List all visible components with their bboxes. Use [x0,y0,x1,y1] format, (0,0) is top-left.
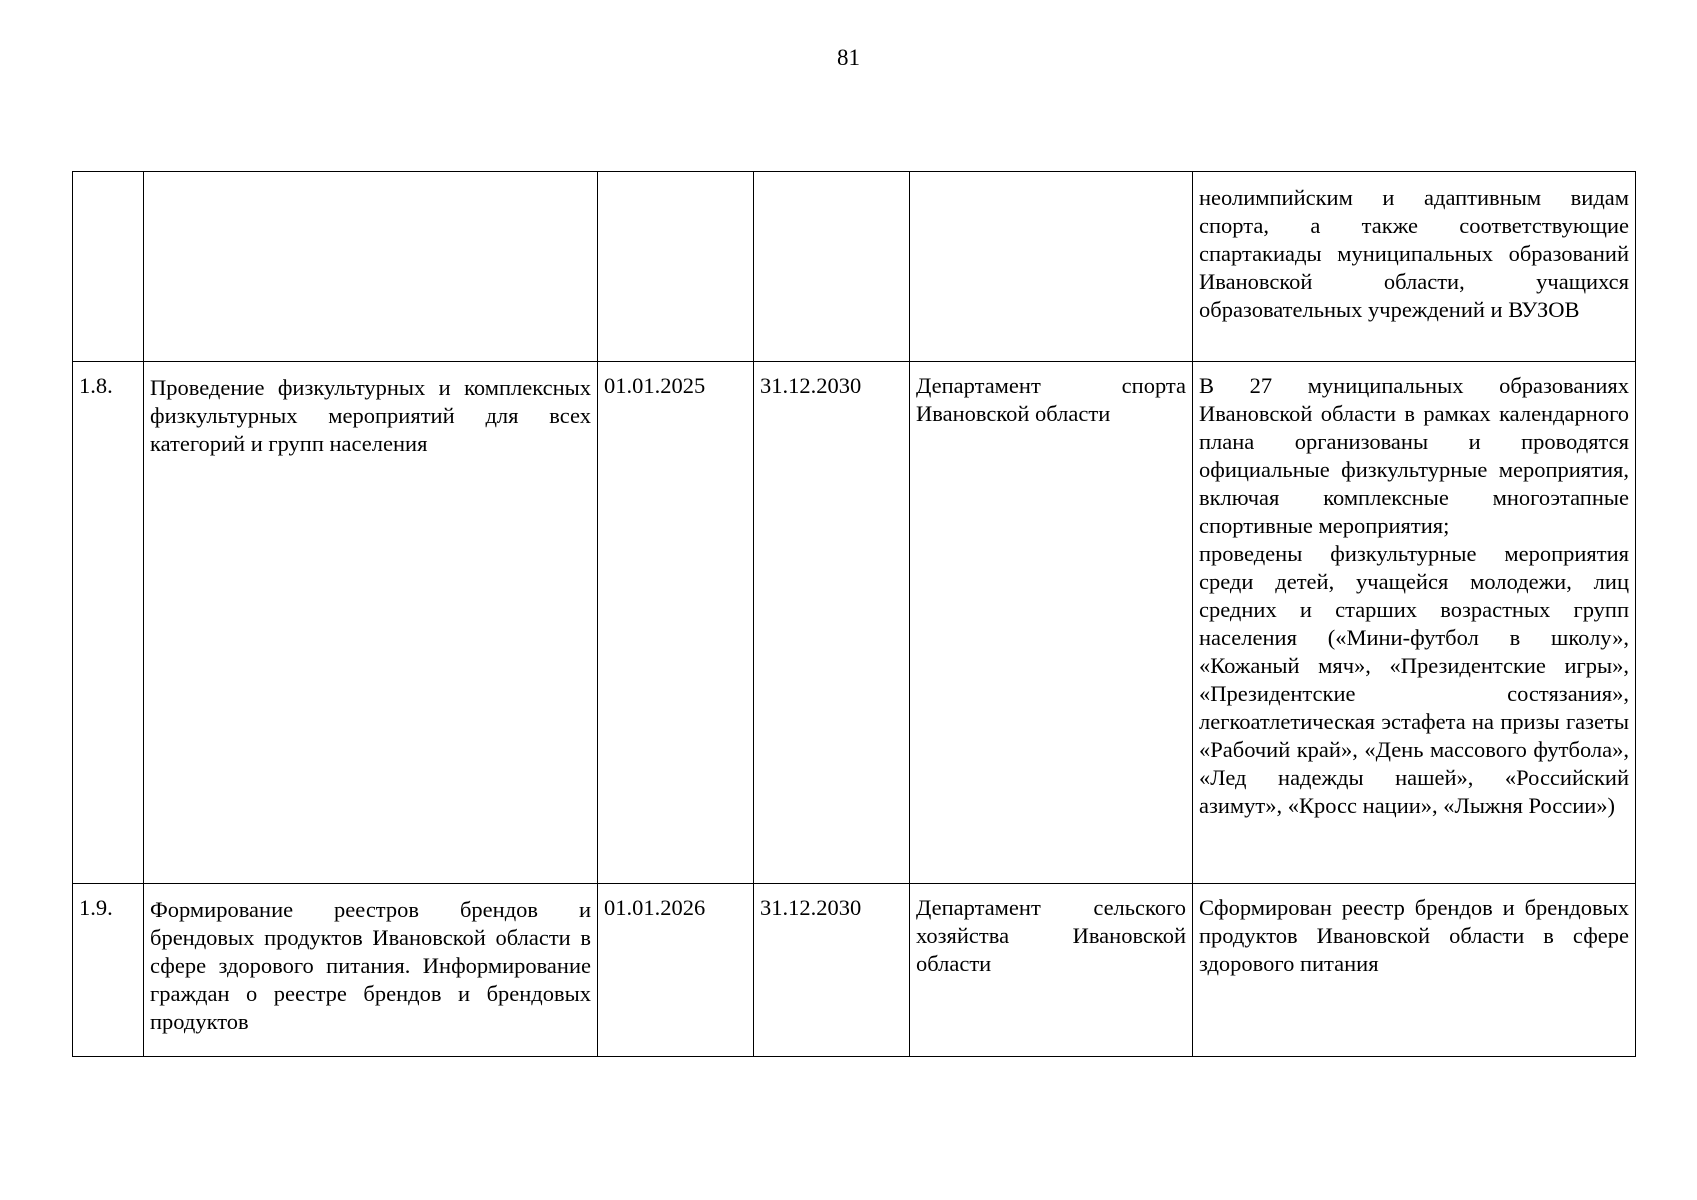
end-date-cell: 31.12.2030 [754,884,910,1057]
result-cell [1193,362,1636,884]
end-date-cell: 31.12.2030 [754,362,910,884]
start-date-cell: 01.01.2025 [598,362,754,884]
row-number-cell [73,172,144,362]
event-cell [144,172,598,362]
row-number-cell: 1.9. [73,884,144,1057]
end-date-cell [754,172,910,362]
page-number: 81 [837,45,860,70]
responsible-cell: Департамент спорта Ивановской области [910,362,1193,884]
result-paragraph: неолимпийским и адаптивным видам спорта, а также соответствующие спартакиады муниципальных образований Ивановской области, учащихся образовательных учреждений и ВУЗОВ [1199,185,1629,322]
event-cell: Проведение физкультурных и комплексных физкультурных мероприятий для всех категорий и групп населения [144,362,598,884]
measures-table [72,171,1636,1057]
result-cell [1193,172,1636,362]
result-cell [1193,884,1636,1057]
row-number-cell: 1.8. [73,362,144,884]
start-date-cell: 01.01.2026 [598,884,754,1057]
responsible-cell: Департамент сельского хозяйства Ивановской области [910,884,1193,1057]
table-row [73,362,1636,884]
result-paragraph: проведены физкультурные мероприятия среди детей, учащейся молодежи, лиц средних и старших возрастных групп населения («Мини-футбол в школу», «Кожаный мяч», «Президентские игры», «Президентские состязания», легкоатлетическая эстафета на призы газеты «Рабочий край», «День массового футбола», «Лед надежды нашей», «Российский азимут», «Кросс нации», «Лыжня России») [1199,541,1629,818]
responsible-cell [910,172,1193,362]
result-paragraph: Сформирован реестр брендов и брендовых продуктов Ивановской области в сфере здорового питания [1199,895,1629,976]
start-date-cell [598,172,754,362]
result-paragraph: В 27 муниципальных образованиях Ивановской области в рамках календарного плана организованы и проводятся официальные физкультурные мероприятия, включая комплексные многоэтапные спортивные мероприятия; [1199,373,1629,538]
table-row [73,172,1636,362]
event-cell: Формирование реестров брендов и брендовых продуктов Ивановской области в сфере здорового питания. Информирование граждан о реестре брендов и брендовых продуктов [144,884,598,1057]
table-row [73,884,1636,1057]
